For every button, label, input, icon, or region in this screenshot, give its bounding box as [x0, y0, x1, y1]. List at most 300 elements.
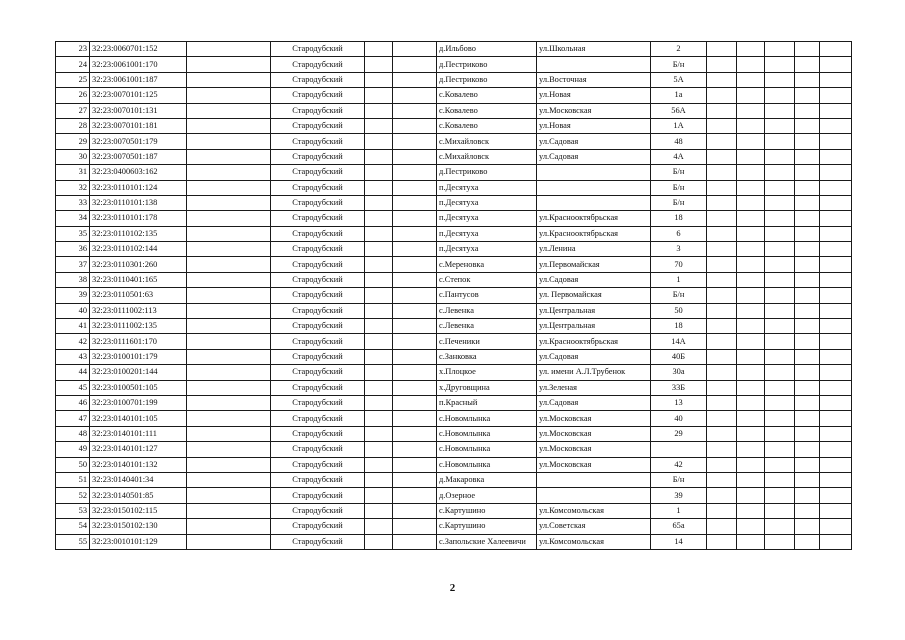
table-row — [56, 226, 852, 241]
district: Стародубский — [271, 88, 365, 103]
row-number: 51 — [56, 472, 90, 487]
empty-cell — [737, 534, 765, 549]
empty-cell — [795, 103, 820, 118]
district: Стародубский — [271, 334, 365, 349]
row-number: 25 — [56, 72, 90, 87]
locality: с.Картушино — [437, 519, 537, 534]
row-number: 35 — [56, 226, 90, 241]
empty-cell — [795, 272, 820, 287]
house-number: 14 — [651, 534, 707, 549]
empty-cell — [393, 118, 437, 133]
cadastral-number: 32:23:0110101:124 — [90, 180, 187, 195]
district: Стародубский — [271, 534, 365, 549]
empty-cell — [707, 103, 737, 118]
district: Стародубский — [271, 72, 365, 87]
empty-cell — [707, 134, 737, 149]
row-number: 41 — [56, 319, 90, 334]
empty-cell — [707, 488, 737, 503]
empty-cell — [707, 380, 737, 395]
house-number: 2 — [651, 42, 707, 57]
district: Стародубский — [271, 472, 365, 487]
empty-cell — [365, 242, 393, 257]
empty-cell — [393, 103, 437, 118]
row-number: 46 — [56, 395, 90, 410]
empty-cell — [765, 72, 795, 87]
empty-cell — [765, 303, 795, 318]
district: Стародубский — [271, 257, 365, 272]
house-number: Б/н — [651, 472, 707, 487]
street: ул.Школьная — [537, 42, 651, 57]
empty-cell — [795, 57, 820, 72]
empty-cell — [820, 118, 852, 133]
empty-cell — [765, 272, 795, 287]
empty-cell — [707, 242, 737, 257]
empty-cell — [365, 472, 393, 487]
locality: д.Макаровка — [437, 472, 537, 487]
empty-cell — [707, 272, 737, 287]
locality: х.Плоцкое — [437, 365, 537, 380]
empty-cell — [187, 303, 271, 318]
locality: с.Михайловск — [437, 149, 537, 164]
empty-cell — [765, 42, 795, 57]
empty-cell — [820, 488, 852, 503]
cadastral-number: 32:23:0100501:105 — [90, 380, 187, 395]
cadastral-number: 32:23:0140401:34 — [90, 472, 187, 487]
empty-cell — [365, 180, 393, 195]
empty-cell — [820, 457, 852, 472]
cadastral-number: 32:23:0010101:129 — [90, 534, 187, 549]
empty-cell — [737, 288, 765, 303]
empty-cell — [765, 488, 795, 503]
empty-cell — [737, 242, 765, 257]
table-row — [56, 426, 852, 441]
row-number: 33 — [56, 195, 90, 210]
table-row — [56, 257, 852, 272]
house-number: 4А — [651, 149, 707, 164]
empty-cell — [737, 426, 765, 441]
locality: с.Занковка — [437, 349, 537, 364]
empty-cell — [765, 103, 795, 118]
house-number: Б/н — [651, 180, 707, 195]
house-number: 42 — [651, 457, 707, 472]
empty-cell — [365, 165, 393, 180]
row-number: 48 — [56, 426, 90, 441]
table-row — [56, 503, 852, 518]
locality: с.Новомлынка — [437, 411, 537, 426]
empty-cell — [820, 365, 852, 380]
empty-cell — [765, 519, 795, 534]
table-row — [56, 57, 852, 72]
empty-cell — [707, 57, 737, 72]
street: ул.Комсомольская — [537, 503, 651, 518]
table-row — [56, 442, 852, 457]
cadastral-number: 32:23:0100701:199 — [90, 395, 187, 410]
district: Стародубский — [271, 411, 365, 426]
locality: с.Михайловск — [437, 134, 537, 149]
empty-cell — [707, 42, 737, 57]
empty-cell — [820, 195, 852, 210]
street: ул.Ленина — [537, 242, 651, 257]
empty-cell — [707, 72, 737, 87]
cadastral-number: 32:23:0070501:179 — [90, 134, 187, 149]
empty-cell — [795, 334, 820, 349]
empty-cell — [737, 72, 765, 87]
empty-cell — [737, 42, 765, 57]
empty-cell — [820, 519, 852, 534]
empty-cell — [765, 457, 795, 472]
row-number: 23 — [56, 42, 90, 57]
district: Стародубский — [271, 42, 365, 57]
empty-cell — [365, 503, 393, 518]
empty-cell — [737, 57, 765, 72]
row-number: 44 — [56, 365, 90, 380]
empty-cell — [795, 226, 820, 241]
district: Стародубский — [271, 426, 365, 441]
table-row — [56, 272, 852, 287]
table-row — [56, 149, 852, 164]
table-row — [56, 488, 852, 503]
empty-cell — [707, 442, 737, 457]
district: Стародубский — [271, 349, 365, 364]
empty-cell — [795, 319, 820, 334]
cadastral-number: 32:23:0110101:178 — [90, 211, 187, 226]
empty-cell — [365, 395, 393, 410]
empty-cell — [765, 226, 795, 241]
empty-cell — [795, 365, 820, 380]
empty-cell — [365, 272, 393, 287]
empty-cell — [820, 165, 852, 180]
empty-cell — [365, 380, 393, 395]
table-row — [56, 134, 852, 149]
district: Стародубский — [271, 457, 365, 472]
empty-cell — [795, 211, 820, 226]
empty-cell — [393, 472, 437, 487]
empty-cell — [393, 442, 437, 457]
empty-cell — [187, 180, 271, 195]
empty-cell — [765, 211, 795, 226]
street — [537, 488, 651, 503]
empty-cell — [795, 503, 820, 518]
cadastral-number: 32:23:0070101:131 — [90, 103, 187, 118]
empty-cell — [795, 42, 820, 57]
empty-cell — [707, 257, 737, 272]
empty-cell — [187, 365, 271, 380]
cadastral-number: 32:23:0140501:85 — [90, 488, 187, 503]
empty-cell — [393, 380, 437, 395]
empty-cell — [795, 149, 820, 164]
empty-cell — [820, 442, 852, 457]
locality: д.Пестриково — [437, 165, 537, 180]
house-number: 1А — [651, 118, 707, 133]
empty-cell — [707, 349, 737, 364]
empty-cell — [365, 149, 393, 164]
house-number: 1а — [651, 88, 707, 103]
empty-cell — [393, 319, 437, 334]
row-number: 53 — [56, 503, 90, 518]
district: Стародубский — [271, 395, 365, 410]
cadastral-number: 32:23:0150102:115 — [90, 503, 187, 518]
empty-cell — [820, 134, 852, 149]
locality: п.Десятуха — [437, 211, 537, 226]
empty-cell — [707, 319, 737, 334]
empty-cell — [365, 457, 393, 472]
row-number: 54 — [56, 519, 90, 534]
empty-cell — [820, 103, 852, 118]
district: Стародубский — [271, 503, 365, 518]
empty-cell — [765, 411, 795, 426]
empty-cell — [393, 288, 437, 303]
street: ул.Краснооктябрьская — [537, 226, 651, 241]
empty-cell — [393, 180, 437, 195]
empty-cell — [737, 272, 765, 287]
empty-cell — [393, 149, 437, 164]
table-row — [56, 288, 852, 303]
street: ул.Садовая — [537, 134, 651, 149]
row-number: 37 — [56, 257, 90, 272]
empty-cell — [765, 503, 795, 518]
empty-cell — [820, 303, 852, 318]
empty-cell — [365, 195, 393, 210]
empty-cell — [187, 195, 271, 210]
empty-cell — [737, 334, 765, 349]
empty-cell — [187, 57, 271, 72]
empty-cell — [765, 257, 795, 272]
empty-cell — [707, 426, 737, 441]
empty-cell — [365, 442, 393, 457]
row-number: 24 — [56, 57, 90, 72]
empty-cell — [707, 288, 737, 303]
empty-cell — [187, 334, 271, 349]
locality: с.Мереновка — [437, 257, 537, 272]
street: ул.Краснооктябрьская — [537, 334, 651, 349]
locality: с.Новомлынка — [437, 457, 537, 472]
cadastral-number: 32:23:0070101:125 — [90, 88, 187, 103]
street: ул.Садовая — [537, 272, 651, 287]
empty-cell — [365, 103, 393, 118]
table-row — [56, 349, 852, 364]
empty-cell — [393, 72, 437, 87]
empty-cell — [393, 226, 437, 241]
empty-cell — [365, 534, 393, 549]
page-number: 2 — [449, 582, 456, 594]
empty-cell — [393, 365, 437, 380]
empty-cell — [765, 288, 795, 303]
locality: с.Печеники — [437, 334, 537, 349]
house-number: 1 — [651, 272, 707, 287]
empty-cell — [737, 257, 765, 272]
empty-cell — [765, 534, 795, 549]
street: ул.Новая — [537, 88, 651, 103]
table-row — [56, 88, 852, 103]
district: Стародубский — [271, 380, 365, 395]
street: ул.Московская — [537, 411, 651, 426]
empty-cell — [795, 288, 820, 303]
empty-cell — [187, 426, 271, 441]
house-number: 39 — [651, 488, 707, 503]
empty-cell — [820, 395, 852, 410]
empty-cell — [393, 165, 437, 180]
cadastral-number: 32:23:0070101:181 — [90, 118, 187, 133]
empty-cell — [707, 503, 737, 518]
empty-cell — [765, 57, 795, 72]
cadastral-number: 32:23:0061001:187 — [90, 72, 187, 87]
locality: п.Красный — [437, 395, 537, 410]
empty-cell — [795, 72, 820, 87]
district: Стародубский — [271, 180, 365, 195]
empty-cell — [187, 242, 271, 257]
empty-cell — [707, 534, 737, 549]
empty-cell — [365, 365, 393, 380]
empty-cell — [393, 57, 437, 72]
street: ул.Центральная — [537, 319, 651, 334]
empty-cell — [737, 195, 765, 210]
empty-cell — [795, 118, 820, 133]
locality: д.Пестриково — [437, 72, 537, 87]
empty-cell — [187, 88, 271, 103]
empty-cell — [393, 488, 437, 503]
cadastral-number: 32:23:0070501:187 — [90, 149, 187, 164]
empty-cell — [707, 457, 737, 472]
empty-cell — [820, 226, 852, 241]
locality: д.Озерное — [437, 488, 537, 503]
empty-cell — [707, 395, 737, 410]
empty-cell — [393, 349, 437, 364]
empty-cell — [365, 519, 393, 534]
row-number: 28 — [56, 118, 90, 133]
table-row — [56, 319, 852, 334]
street: ул.Московская — [537, 457, 651, 472]
table-row — [56, 380, 852, 395]
empty-cell — [820, 149, 852, 164]
district: Стародубский — [271, 195, 365, 210]
empty-cell — [707, 365, 737, 380]
district: Стародубский — [271, 442, 365, 457]
row-number: 49 — [56, 442, 90, 457]
row-number: 32 — [56, 180, 90, 195]
empty-cell — [820, 334, 852, 349]
empty-cell — [795, 519, 820, 534]
empty-cell — [393, 242, 437, 257]
row-number: 29 — [56, 134, 90, 149]
empty-cell — [737, 180, 765, 195]
empty-cell — [365, 88, 393, 103]
locality: с.Ковалево — [437, 88, 537, 103]
cadastral-number: 32:23:0110501:63 — [90, 288, 187, 303]
empty-cell — [737, 349, 765, 364]
empty-cell — [187, 165, 271, 180]
cadastral-number: 32:23:0110101:138 — [90, 195, 187, 210]
empty-cell — [737, 488, 765, 503]
empty-cell — [765, 426, 795, 441]
empty-cell — [707, 195, 737, 210]
district: Стародубский — [271, 134, 365, 149]
cadastral-number: 32:23:0140101:111 — [90, 426, 187, 441]
house-number: 65а — [651, 519, 707, 534]
empty-cell — [365, 488, 393, 503]
empty-cell — [187, 103, 271, 118]
street — [537, 472, 651, 487]
table-row — [56, 534, 852, 549]
table-row — [56, 42, 852, 57]
locality: п.Десятуха — [437, 180, 537, 195]
empty-cell — [187, 319, 271, 334]
locality: с.Картушино — [437, 503, 537, 518]
empty-cell — [765, 195, 795, 210]
locality: д.Ильбово — [437, 42, 537, 57]
street: ул.Восточная — [537, 72, 651, 87]
house-number: 40Б — [651, 349, 707, 364]
street: ул.Московская — [537, 103, 651, 118]
table-body — [56, 42, 852, 550]
empty-cell — [393, 426, 437, 441]
house-number: Б/н — [651, 288, 707, 303]
empty-cell — [737, 88, 765, 103]
street: ул.Краснооктябрьская — [537, 211, 651, 226]
empty-cell — [795, 180, 820, 195]
house-number: 33Б — [651, 380, 707, 395]
house-number: Б/н — [651, 165, 707, 180]
empty-cell — [737, 457, 765, 472]
house-number: Б/н — [651, 195, 707, 210]
street: ул.Московская — [537, 426, 651, 441]
table-row — [56, 103, 852, 118]
locality: с.Новомлынка — [437, 426, 537, 441]
empty-cell — [393, 195, 437, 210]
empty-cell — [765, 180, 795, 195]
cadastral-number: 32:23:0110301:260 — [90, 257, 187, 272]
street — [537, 165, 651, 180]
table-row — [56, 72, 852, 87]
empty-cell — [820, 88, 852, 103]
empty-cell — [795, 411, 820, 426]
empty-cell — [365, 257, 393, 272]
empty-cell — [707, 411, 737, 426]
empty-cell — [365, 57, 393, 72]
row-number: 36 — [56, 242, 90, 257]
table-row — [56, 211, 852, 226]
empty-cell — [820, 272, 852, 287]
row-number: 40 — [56, 303, 90, 318]
empty-cell — [795, 488, 820, 503]
empty-cell — [737, 165, 765, 180]
locality: с.Новомлынка — [437, 442, 537, 457]
cadastral-number: 32:23:0100101:179 — [90, 349, 187, 364]
empty-cell — [737, 103, 765, 118]
empty-cell — [820, 42, 852, 57]
house-number: 14А — [651, 334, 707, 349]
empty-cell — [820, 180, 852, 195]
cadastral-number: 32:23:0140101:132 — [90, 457, 187, 472]
empty-cell — [765, 149, 795, 164]
empty-cell — [393, 457, 437, 472]
house-number: 48 — [651, 134, 707, 149]
empty-cell — [765, 319, 795, 334]
empty-cell — [187, 457, 271, 472]
empty-cell — [820, 57, 852, 72]
district: Стародубский — [271, 288, 365, 303]
empty-cell — [765, 165, 795, 180]
empty-cell — [795, 457, 820, 472]
empty-cell — [187, 211, 271, 226]
street — [537, 180, 651, 195]
empty-cell — [737, 365, 765, 380]
empty-cell — [795, 195, 820, 210]
empty-cell — [187, 134, 271, 149]
house-number: 18 — [651, 211, 707, 226]
district: Стародубский — [271, 319, 365, 334]
row-number: 39 — [56, 288, 90, 303]
district: Стародубский — [271, 211, 365, 226]
